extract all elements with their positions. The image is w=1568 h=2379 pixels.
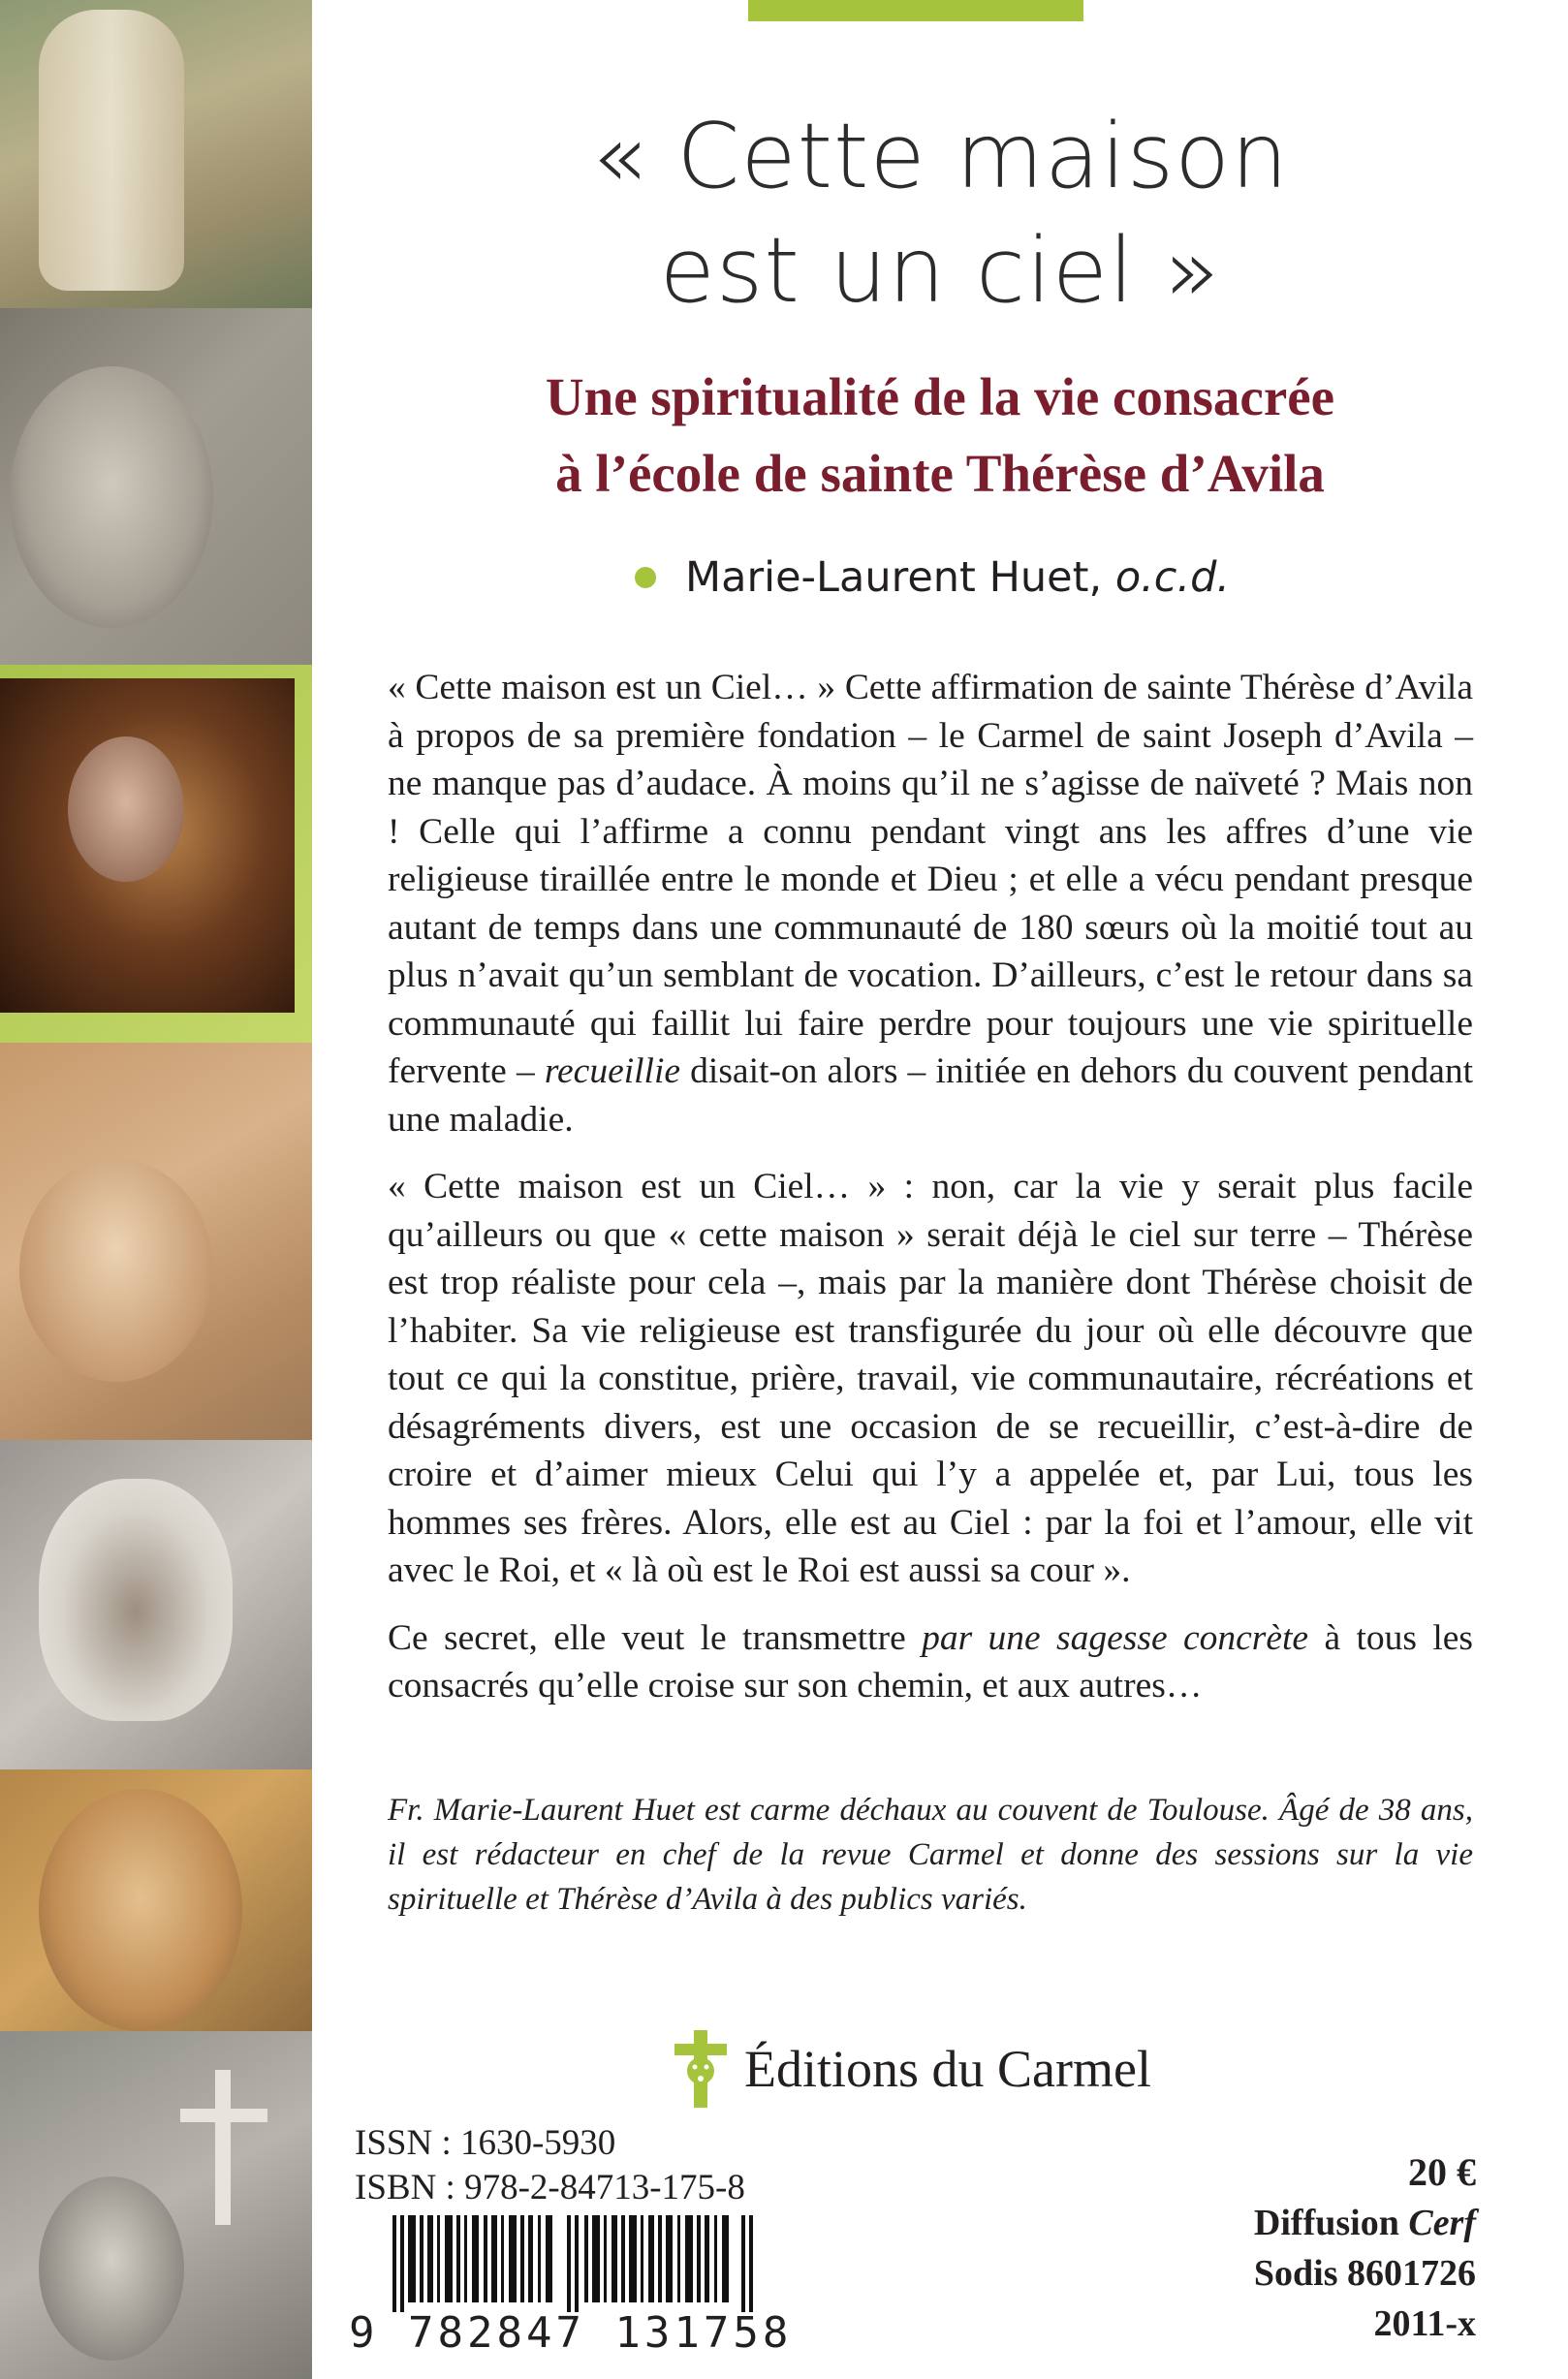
description-paragraph-2: « Cette maison est un Ciel… » : non, car la vie y serait plus facile qu’ailleurs ou que « cette maison » serait déjà le ciel sur terre – Thérèse est trop réaliste pour cela –, mais par la manière dont Thérèse choisit de l’habiter. Sa vie religieuse est transfigurée du jour où elle découvre que tout ce qui la constitue, prière, travail, vie communautaire, récréations et désagréments divers, est une occasion de se recueillir, c’est-à-dire de croire et d’aimer mieux Celui qui l’y a appelée et, par Lui, tous les hommes ses frères. Alors, elle est au Ciel : par la foi et l’amour, elle vit avec le Roi, et « là où est le Roi est aussi sa cour ». bbox=[388, 1167, 1473, 1590]
description-text bbox=[388, 664, 1473, 1730]
author-bio: Fr. Marie-Laurent Huet est carme déchaux au couvent de Toulouse. Âgé de 38 ans, il est rédacteur en chef de la revue Carmel et donne des sessions sur la vie spirituelle et Thérèse d’Avila à des publics variés. bbox=[388, 1793, 1473, 1917]
italic-term: recueillie bbox=[544, 1051, 681, 1091]
author-name: Marie-Laurent Huet, bbox=[685, 553, 1103, 602]
barcode-number: 9 782847 131758 bbox=[349, 2308, 793, 2358]
painted-face bbox=[39, 1789, 242, 2031]
author-line bbox=[635, 553, 1230, 602]
carmelite-face bbox=[39, 2176, 184, 2361]
author-order-suffix: o.c.d. bbox=[1114, 553, 1231, 602]
barcode bbox=[392, 2215, 761, 2312]
cross-horizontal bbox=[180, 2109, 267, 2122]
madonna-painting bbox=[0, 1043, 312, 1440]
top-accent-bar bbox=[748, 0, 1083, 21]
book-subtitle-line-1: Une spiritualité de la vie consacrée bbox=[545, 367, 1335, 426]
book-subtitle-line-2: à l’école de sainte Thérèse d’Avila bbox=[555, 444, 1325, 503]
cross-vertical bbox=[215, 2070, 231, 2225]
publisher-logo bbox=[671, 2030, 1151, 2108]
nun-face bbox=[39, 1479, 233, 1721]
portrait-photo-young-woman bbox=[0, 308, 312, 665]
description-paragraph-3: Ce secret, elle veut le transmettre par une sagesse concrète à tous les consacrés qu’elle croise sur son chemin, et aux autres… bbox=[388, 1617, 1474, 1706]
publisher-name: Éditions du Carmel bbox=[744, 2040, 1151, 2098]
diffusion: Diffusion Cerf bbox=[1253, 2203, 1476, 2243]
statue-figure bbox=[39, 10, 184, 291]
carmelite-photo bbox=[0, 2031, 312, 2379]
nun-portrait-photo bbox=[0, 1440, 312, 1769]
edition-year: 2011-x bbox=[1373, 2303, 1476, 2344]
isbn: ISBN : 978-2-84713-175-8 bbox=[355, 2168, 745, 2207]
issn: ISSN : 1630-5930 bbox=[355, 2123, 616, 2163]
portrait-face bbox=[10, 366, 213, 628]
madonna-face bbox=[19, 1159, 213, 1382]
photo-strip bbox=[0, 0, 312, 2379]
saint-painting bbox=[0, 1769, 312, 2031]
saint-statue-image bbox=[0, 678, 295, 1013]
description-paragraph-1: « Cette maison est un Ciel… » Cette affirmation de sainte Thérèse d’Avila à propos de sa première fondation – le Carmel de saint Joseph d’Avila – ne manque pas d’audace. À moins qu’il ne s’agisse de naïveté ? Mais non ! Celle qui l’affirme a connu pendant vingt ans les affres d’une vie religieuse tiraillée entre le monde et Dieu ; et elle a vécu pendant presque autant de temps dans une communauté de 180 sœurs où la moitié tout au plus n’avait qu’un semblant de vocation. D’ailleurs, c’est le retour dans sa communauté qui faillit lui faire perdre pour toujours une vie spirituelle fervente – recueillie disait-on alors – initiée en dehors du couvent pendant une maladie. bbox=[388, 668, 1474, 1140]
carmel-cross-icon bbox=[671, 2030, 731, 2108]
statue-photo bbox=[0, 0, 312, 308]
price: 20 € bbox=[1408, 2150, 1476, 2194]
book-title-line-1: « Cette maison bbox=[590, 104, 1290, 208]
saint-face bbox=[68, 736, 184, 882]
italic-phrase: par une sagesse concrète bbox=[922, 1617, 1309, 1658]
sodis-code: Sodis 8601726 bbox=[1253, 2253, 1476, 2294]
saint-statue-photo bbox=[0, 665, 312, 1043]
book-title-line-2: est un ciel » bbox=[659, 218, 1221, 323]
green-bullet-icon bbox=[635, 567, 656, 588]
